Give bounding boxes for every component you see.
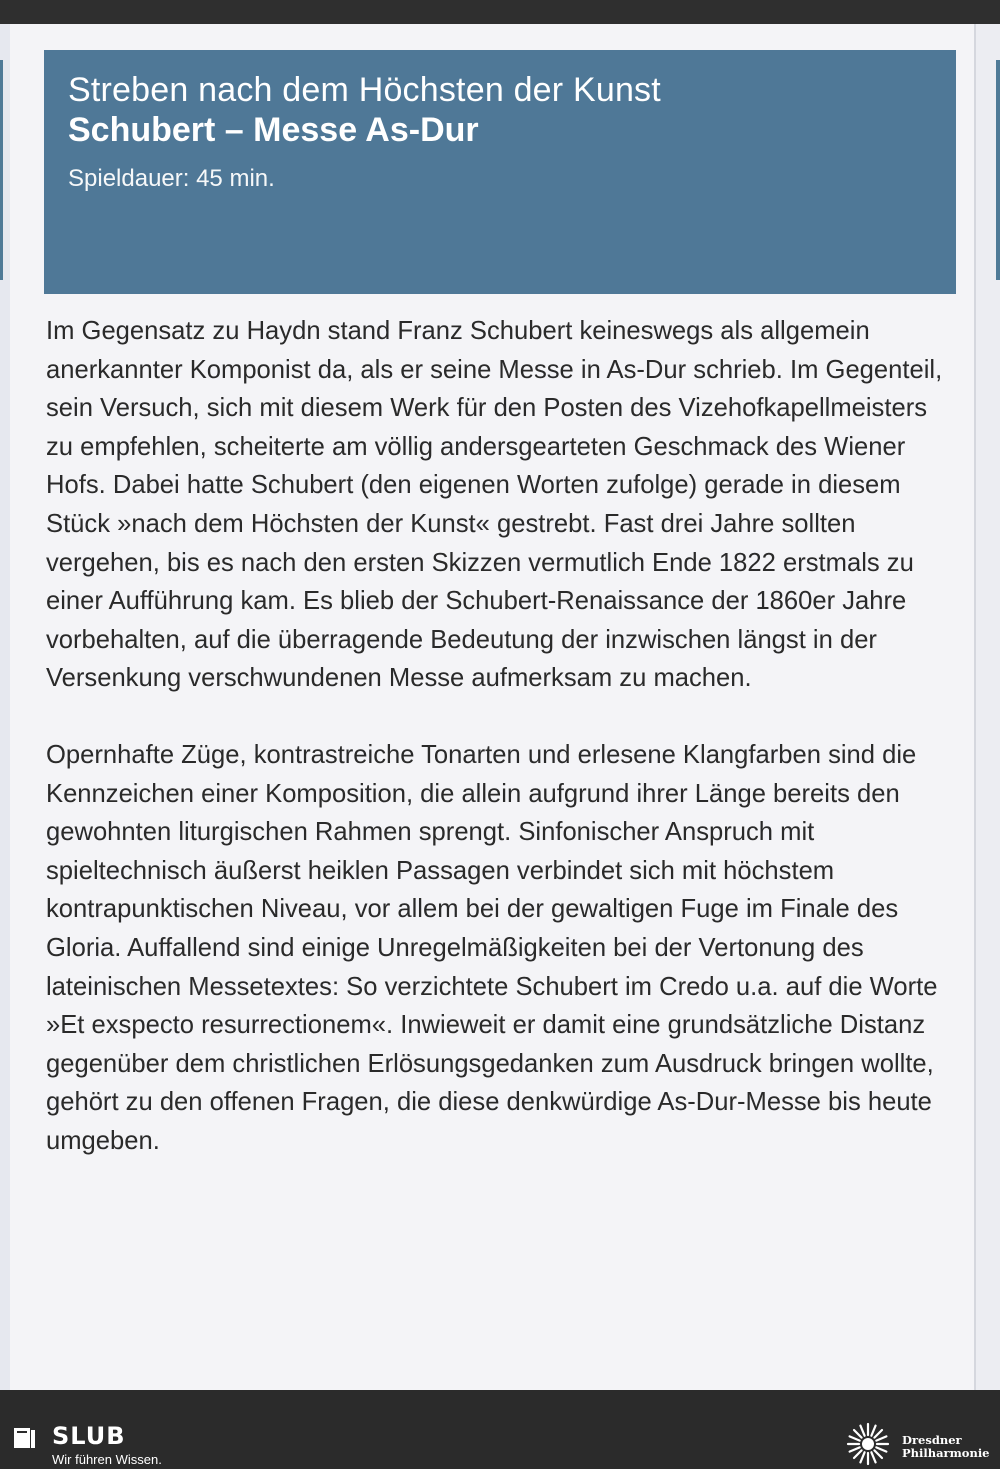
page-title: Streben nach dem Höchsten der Kunst — [68, 71, 661, 109]
philharmonie-name — [902, 1434, 990, 1460]
footer-bar — [0, 1418, 1000, 1469]
left-fold-color-strip — [0, 60, 3, 280]
slub-book-icon — [12, 1425, 38, 1451]
header-banner — [44, 50, 956, 294]
philharmonie-name-line2: Philharmonie — [902, 1446, 990, 1460]
slub-logo: SLUB — [52, 1422, 126, 1450]
right-fold-color-strip — [996, 60, 1000, 280]
scan-top-edge — [0, 0, 1000, 26]
duration-label: Spieldauer: 45 min. — [68, 165, 275, 192]
paragraph-2: Opernhafte Züge, kontrastreiche Tonarten und erlesene Klangfarben sind die Kennzeichen einer Komposition, die allein aufgrund ihrer Länge bereits den gewohnten liturgischen Rahmen sprengt. Sinfonischer Anspruch mit spieltechnisch äußerst heiklen Passagen verbindet sich mit höchstem kontrapunktischen Niveau, vor allem bei der gewaltigen Fuge im Finale des Gloria. Auffallend sind einige Unregelmäßigkeiten bei der Vertonung des lateinischen Messetextes: So verzichtete Schubert im Credo u.a. auf die Worte »Et exspecto resurrectionem«. Inwieweit er damit eine grundsätzliche Distanz gegenüber dem christlichen Erlösungsgedanken zum Ausdruck bringen wollte, gehört zu den offenen Fragen, die diese denkwürdige As-Dur-Messe bis heute umgeben. — [46, 740, 938, 1155]
paragraph-1: Im Gegensatz zu Haydn stand Franz Schubert keineswegs als allgemein anerkannter Komponist da, als er seine Messe in As-Dur schrieb. Im Gegenteil, sein Versuch, sich mit diesem Werk für den Posten des Vizehofkapellmeisters zu empfehlen, scheiterte am völlig andersgearteten Geschmack des Wiener Hofs. Dabei hatte Schubert (den eigenen Worten zufolge) gerade in diesem Stück »nach dem Höchsten der Kunst« gestrebt. Fast drei Jahre sollten vergehen, bis es nach den ersten Skizzen vermutlich Ende 1822 erstmals zu einer Aufführung kam. Es blieb der Schubert-Renaissance der 1860er Jahre vorbehalten, auf die überragende Bedeutung der inzwischen längst in der Versenkung verschwundenen Messe aufmerksam zu machen. — [46, 317, 943, 693]
philharmonie-burst-icon — [844, 1422, 892, 1466]
slub-tagline: Wir führen Wissen. — [52, 1452, 162, 1467]
page-subtitle: Schubert – Messe As-Dur — [68, 111, 479, 149]
article-body — [46, 312, 958, 1198]
philharmonie-name-line1: Dresdner — [902, 1433, 962, 1447]
